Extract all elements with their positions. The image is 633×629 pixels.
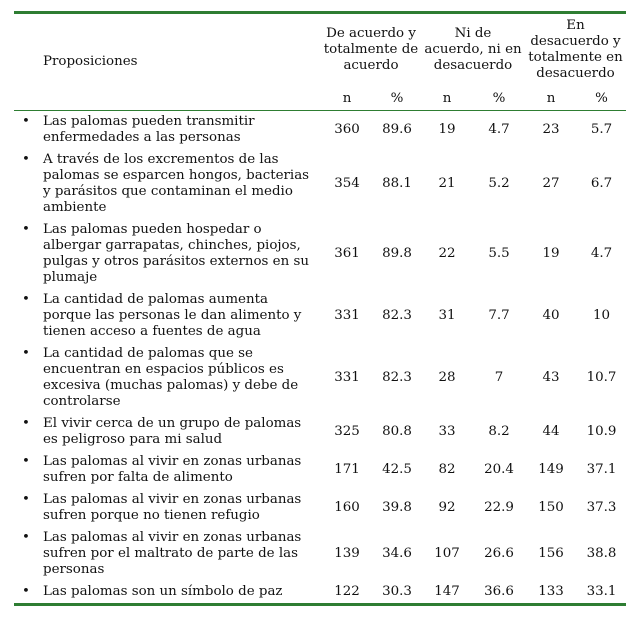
value-cell-pct-neutral: 20.4 [484, 462, 514, 477]
proposition-text: Las palomas pueden transmitir enfermedades a las personas [43, 114, 255, 145]
value-cell-n-neutral: 21 [438, 176, 456, 191]
value-cell-n-agree: 160 [334, 500, 360, 515]
value-cell-n-neutral: 31 [438, 308, 456, 323]
value-cell-pct-neutral: 5.5 [488, 246, 510, 261]
value-cell-pct-agree: 82.3 [382, 370, 412, 385]
value-cell-pct-disagree: 10.9 [586, 424, 617, 439]
value-cell-pct-neutral: 5.2 [488, 176, 510, 191]
value-cell-pct-disagree: 10.7 [586, 370, 617, 385]
bullet-icon: • [22, 346, 30, 361]
value-cell-pct-disagree: 5.7 [590, 122, 613, 137]
proposition-text: Las palomas son un símbolo de paz [43, 584, 283, 599]
bullet-icon: • [22, 222, 30, 237]
proposition-text: La cantidad de palomas aumenta porque las personas le dan alimento y tienen acceso a fuentes de agua [43, 292, 302, 339]
value-cell-pct-disagree: 33.1 [586, 584, 617, 599]
group-header-neutral: Ni de acuerdo, ni en desacuerdo [424, 26, 522, 73]
value-cell-pct-disagree: 10 [592, 308, 611, 323]
bullet-icon: • [22, 454, 30, 469]
value-cell-pct-disagree: 37.1 [586, 462, 617, 477]
bullet-icon: • [22, 584, 30, 599]
value-cell-n-neutral: 92 [438, 500, 456, 515]
table-row [14, 527, 626, 581]
subheader-pct-neutral: % [492, 91, 506, 106]
value-cell-pct-neutral: 26.6 [484, 546, 514, 561]
value-cell-n-agree: 122 [334, 584, 360, 599]
value-cell-n-agree: 331 [334, 370, 360, 385]
table-row [14, 343, 626, 413]
table-row [14, 111, 626, 150]
proposition-cell [14, 489, 321, 527]
value-cell-pct-neutral: 36.6 [484, 584, 514, 599]
proposition-cell [14, 413, 321, 451]
proposition-text: Las palomas al vivir en zonas urbanas sufren por el maltrato de parte de las personas [43, 530, 302, 577]
value-cell-pct-agree: 39.8 [382, 500, 412, 515]
value-cell-n-agree: 139 [334, 546, 360, 561]
proposition-cell [14, 219, 321, 289]
value-cell-n-neutral: 107 [434, 546, 460, 561]
bullet-icon: • [22, 492, 30, 507]
proposition-text: La cantidad de palomas que se encuentran en espacios públicos es excesiva (muchas palomas) y debe de controlarse [43, 346, 299, 409]
value-cell-pct-agree: 80.8 [382, 424, 412, 439]
value-cell-n-neutral: 19 [438, 122, 456, 137]
value-cell-n-agree: 331 [334, 308, 360, 323]
value-cell-n-agree: 325 [334, 424, 360, 439]
value-cell-n-neutral: 147 [434, 584, 460, 599]
value-cell-n-agree: 354 [334, 176, 360, 191]
value-cell-pct-agree: 42.5 [382, 462, 412, 477]
header-row [14, 13, 626, 89]
bullet-icon: • [22, 114, 30, 129]
proposition-text: Las palomas pueden hospedar o albergar garrapatas, chinches, piojos, pulgas y otros parásitos externos en su plumaje [43, 222, 309, 285]
value-cell-n-neutral: 82 [438, 462, 456, 477]
subheader-pct-disagree: % [595, 91, 608, 106]
bullet-icon: • [22, 416, 30, 431]
value-cell-pct-agree: 82.3 [382, 308, 412, 323]
value-cell-pct-neutral: 7.7 [488, 308, 510, 323]
proposition-text: Las palomas al vivir en zonas urbanas sufren por falta de alimento [43, 454, 302, 485]
value-cell-pct-neutral: 7 [494, 370, 504, 385]
subheader-pct-agree: % [390, 91, 404, 106]
value-cell-n-disagree: 19 [542, 246, 560, 261]
value-cell-n-disagree: 133 [538, 584, 564, 599]
value-cell-pct-disagree: 6.7 [590, 176, 613, 191]
value-cell-pct-agree: 88.1 [382, 176, 412, 191]
table-row [14, 219, 626, 289]
value-cell-pct-disagree: 4.7 [590, 246, 613, 261]
value-cell-n-neutral: 28 [438, 370, 456, 385]
table-row [14, 289, 626, 343]
value-cell-n-disagree: 156 [538, 546, 564, 561]
group-header-agree: De acuerdo y totalmente de acuerdo [323, 26, 419, 73]
proposition-cell [14, 149, 321, 219]
value-cell-n-agree: 360 [334, 122, 360, 137]
value-cell-pct-agree: 34.6 [382, 546, 412, 561]
value-cell-n-agree: 171 [334, 462, 360, 477]
proposition-cell [14, 451, 321, 489]
proposition-cell [14, 581, 321, 605]
value-cell-pct-neutral: 22.9 [484, 500, 514, 515]
subheader-n-neutral: n [442, 91, 452, 106]
value-cell-n-disagree: 23 [542, 122, 560, 137]
value-cell-n-disagree: 27 [542, 176, 560, 191]
value-cell-pct-disagree: 38.8 [586, 546, 617, 561]
value-cell-n-disagree: 40 [542, 308, 560, 323]
value-cell-n-disagree: 149 [538, 462, 564, 477]
value-cell-n-agree: 361 [334, 246, 360, 261]
table-row [14, 489, 626, 527]
value-cell-pct-neutral: 4.7 [488, 122, 510, 137]
bullet-icon: • [22, 530, 30, 545]
value-cell-pct-neutral: 8.2 [488, 424, 510, 439]
bullet-icon: • [22, 152, 30, 167]
value-cell-n-disagree: 43 [542, 370, 560, 385]
proposition-text: Las palomas al vivir en zonas urbanas sufren porque no tienen refugio [43, 492, 302, 523]
subheader-n-agree: n [342, 91, 352, 106]
table-row [14, 149, 626, 219]
bullet-icon: • [22, 292, 30, 307]
table-row [14, 581, 626, 605]
proposition-cell [14, 343, 321, 413]
value-cell-n-neutral: 33 [438, 424, 456, 439]
proposition-cell [14, 111, 321, 150]
proposition-text: El vivir cerca de un grupo de palomas es peligroso para mi salud [43, 416, 302, 447]
value-cell-n-neutral: 22 [438, 246, 456, 261]
value-cell-pct-agree: 89.6 [382, 122, 412, 137]
table-row [14, 451, 626, 489]
value-cell-pct-disagree: 37.3 [586, 500, 617, 515]
proposition-cell [14, 289, 321, 343]
proposition-text: A través de los excrementos de las palomas se esparcen hongos, bacterias y parásitos que contaminan el medio ambiente [43, 152, 310, 215]
proposition-cell [14, 527, 321, 581]
table-body [14, 111, 626, 605]
subheader-n-disagree: n [546, 91, 556, 106]
value-cell-n-disagree: 150 [538, 500, 564, 515]
table-row [14, 413, 626, 451]
group-header-disagree: En desacuerdo y totalmente en desacuerdo [528, 18, 623, 81]
value-cell-pct-agree: 89.8 [382, 246, 412, 261]
value-cell-pct-agree: 30.3 [382, 584, 412, 599]
value-cell-n-disagree: 44 [542, 424, 560, 439]
propositions-header: Proposiciones [43, 54, 138, 69]
propositions-table [14, 11, 626, 606]
